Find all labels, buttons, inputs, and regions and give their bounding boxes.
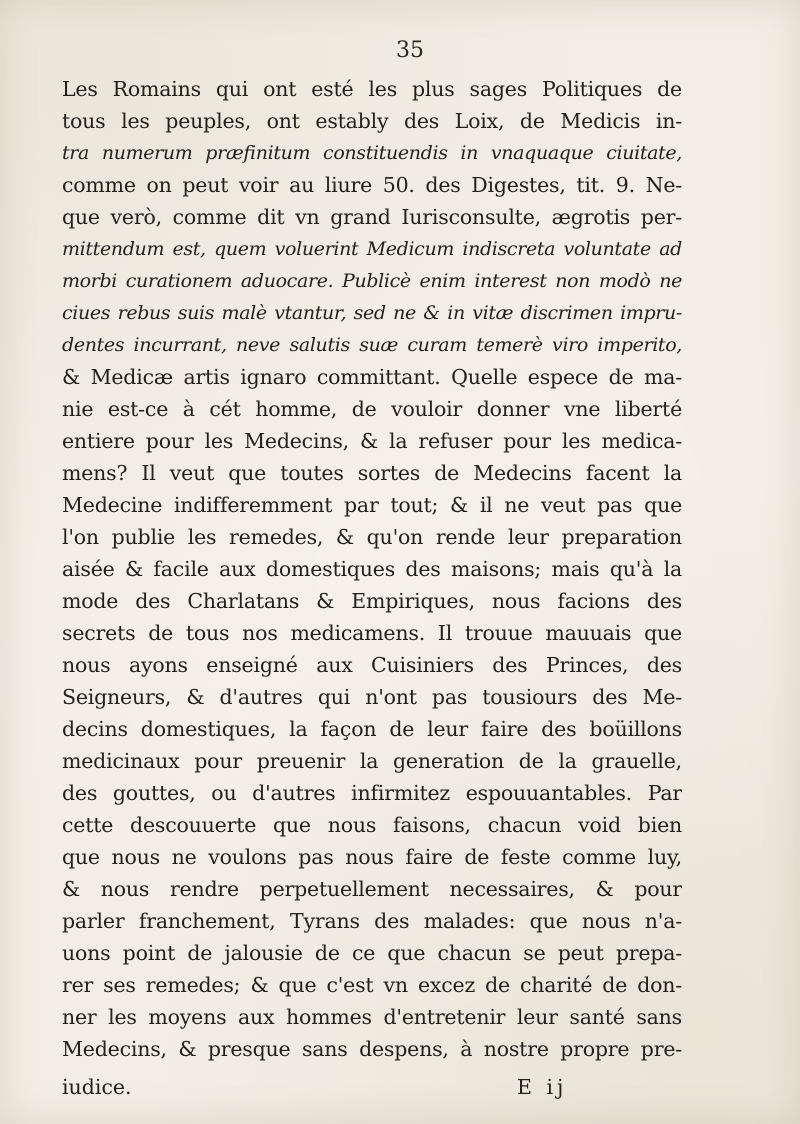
text-line: entiere pour les Medecins, & la refuser pour les medica- — [62, 429, 682, 453]
text-line: ciues rebus suis malè vtantur, sed ne & in vitæ discrimen impru- — [62, 302, 682, 324]
text-line: mens? Il veut que toutes sortes de Medecins facent la — [62, 461, 682, 485]
text-line: des gouttes, ou d'autres infirmitez espouuantables. Par — [62, 781, 682, 805]
text-line: comme on peut voir au liure 50. des Digestes, tit. 9. Ne- — [62, 173, 682, 197]
text-line: & Medicæ artis ignaro committant. Quelle espece de ma- — [62, 365, 682, 389]
text-line: decins domestiques, la façon de leur faire des boüillons — [62, 717, 682, 741]
text-line: morbi curationem aduocare. Publicè enim interest non modò ne — [62, 270, 682, 292]
text-line: rer ses remedes; & que c'est vn excez de charité de don- — [62, 973, 682, 997]
signature-mark: E ij — [517, 1075, 568, 1099]
text-line: medicinaux pour preuenir la generation de la grauelle, — [62, 749, 682, 773]
text-line: secrets de tous nos medicamens. Il trouue mauuais que — [62, 621, 682, 645]
text-line: nie est-ce à cét homme, de vouloir donner vne liberté — [62, 397, 682, 421]
text-line: nous ayons enseigné aux Cuisiniers des Princes, des — [62, 653, 682, 677]
text-line: & nous rendre perpetuellement necessaires, & pour — [62, 877, 682, 901]
text-line: tra numerum præfinitum constituendis in vnaquaque ciuitate, — [62, 142, 682, 164]
text-line: que verò, comme dit vn grand Iurisconsulte, ægrotis per- — [62, 205, 682, 229]
text-line: ner les moyens aux hommes d'entretenir leur santé sans — [62, 1005, 682, 1029]
text-line: Les Romains qui ont esté les plus sages Politiques de — [62, 77, 682, 101]
text-line: l'on publie les remedes, & qu'on rende leur preparation — [62, 525, 682, 549]
text-line: parler franchement, Tyrans des malades: que nous n'a- — [62, 909, 682, 933]
text-line: mittendum est, quem voluerint Medicum indiscreta voluntate ad — [62, 238, 682, 260]
page-footer — [62, 1071, 682, 1103]
text-line: aisée & facile aux domestiques des maisons; mais qu'à la — [62, 557, 682, 581]
page-number: 35 — [396, 38, 424, 63]
text-line: uons point de jalousie de ce que chacun se peut prepa- — [62, 941, 682, 965]
text-line: Medecine indifferemment par tout; & il ne veut pas que — [62, 493, 682, 517]
last-line: iudice. — [62, 1075, 132, 1099]
text-line: Seigneurs, & d'autres qui n'ont pas tousiours des Me- — [62, 685, 682, 709]
text-line: Medecins, & presque sans despens, à nostre propre pre- — [62, 1037, 682, 1061]
text-line: dentes incurrant, neve salutis suæ curam temerè viro imperito, — [62, 334, 682, 356]
text-block — [62, 73, 682, 1065]
text-line: cette descouuerte que nous faisons, chacun void bien — [62, 813, 682, 837]
text-line: que nous ne voulons pas nous faire de feste comme luy, — [62, 845, 682, 869]
text-line: tous les peuples, ont estably des Loix, de Medicis in- — [62, 109, 682, 133]
text-line: mode des Charlatans & Empiriques, nous facions des — [62, 589, 682, 613]
